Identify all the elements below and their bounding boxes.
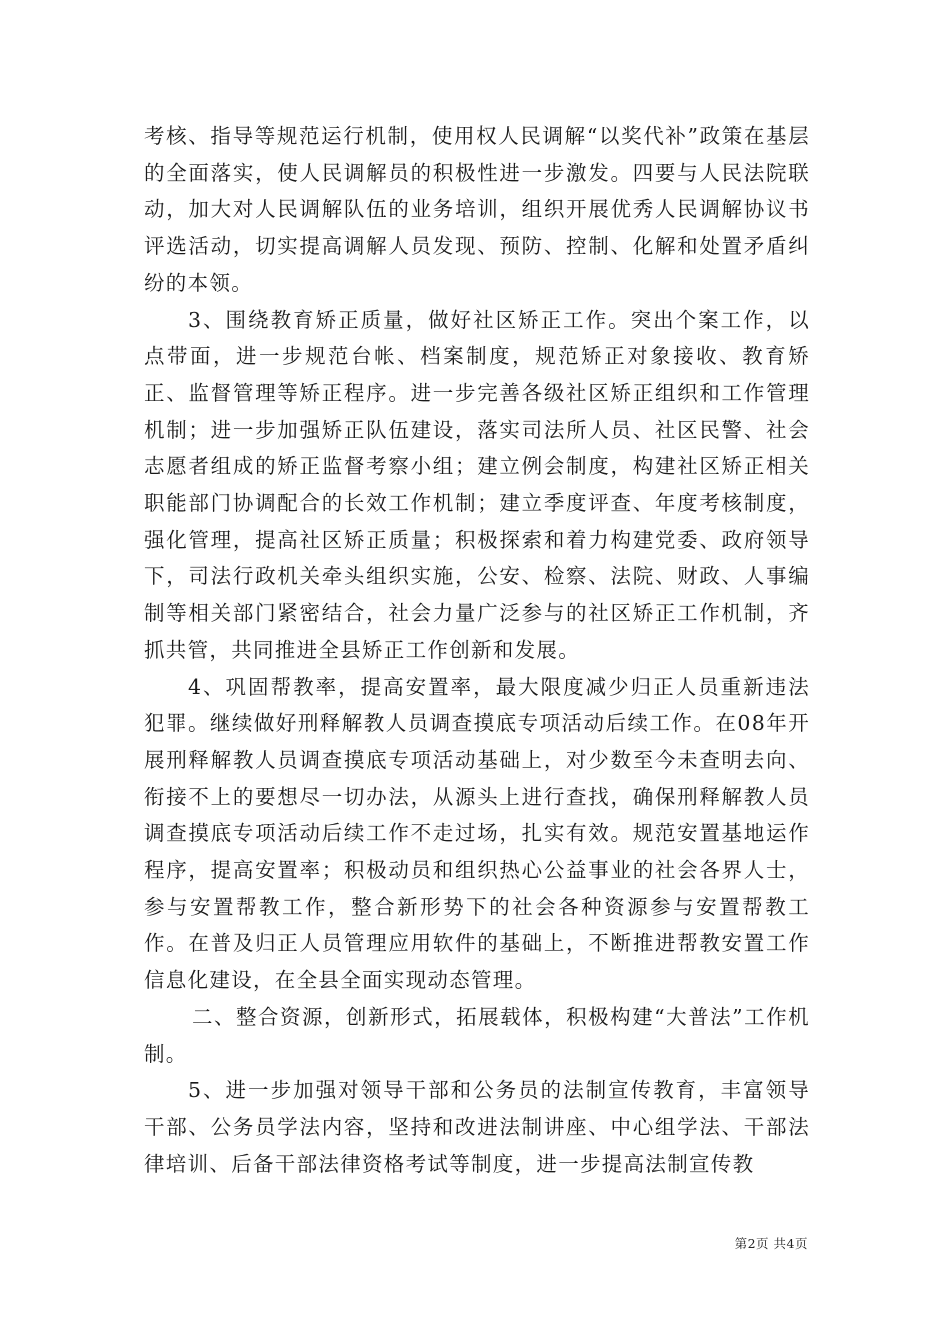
document-body [144, 118, 810, 1182]
page-number-footer: 第2页 共4页 [734, 1236, 808, 1251]
paragraph-item-5: 5、进一步加强对领导干部和公务员的法制宣传教育，丰富领导干部、公务员学法内容，坚持和改进法制讲座、中心组学法、干部法律培训、后备干部法律资格考试等制度，进一步提高法制宣传教 [144, 1078, 810, 1176]
section-heading-2: 二、整合资源，创新形式，拓展载体，积极构建“大普法”工作机制。 [144, 1004, 810, 1066]
paragraph-item-4: 4、巩固帮教率，提高安置率，最大限度减少归正人员重新违法犯罪。继续做好刑释解教人员调查摸底专项活动后续工作。在08年开展刑释解教人员调查摸底专项活动基础上，对少数至今未查明去向、衔接不上的要想尽一切办法，从源头上进行查找，确保刑释解教人员调查摸底专项活动后续工作不走过场，扎实有效。规范安置基地运作程序，提高安置率；积极动员和组织热心公益事业的社会各界人士，参与安置帮教工作，整合新形势下的社会各种资源参与安置帮教工作。在普及归正人员管理应用软件的基础上，不断推进帮教安置工作信息化建设，在全县全面实现动态管理。 [144, 674, 810, 993]
paragraph-continuation: 考核、指导等规范运行机制，使用权人民调解“以奖代补”政策在基层的全面落实，使人民调解员的积极性进一步激发。四要与人民法院联动，加大对人民调解队伍的业务培训，组织开展优秀人民调解协议书评选活动，切实提高调解人员发现、预防、控制、化解和处置矛盾纠纷的本领。 [144, 124, 810, 295]
paragraph-item-3: 3、围绕教育矫正质量，做好社区矫正工作。突出个案工作，以点带面，进一步规范台帐、档案制度，规范矫正对象接收、教育矫正、监督管理等矫正程序。进一步完善各级社区矫正组织和工作管理机制；进一步加强矫正队伍建设，落实司法所人员、社区民警、社会志愿者组成的矫正监督考察小组；建立例会制度，构建社区矫正相关职能部门协调配合的长效工作机制；建立季度评查、年度考核制度，强化管理，提高社区矫正质量；积极探索和着力构建党委、政府领导下，司法行政机关牵头组织实施，公安、检察、法院、财政、人事编制等相关部门紧密结合，社会力量广泛参与的社区矫正工作机制，齐抓共管，共同推进全县矫正工作创新和发展。 [144, 307, 810, 662]
